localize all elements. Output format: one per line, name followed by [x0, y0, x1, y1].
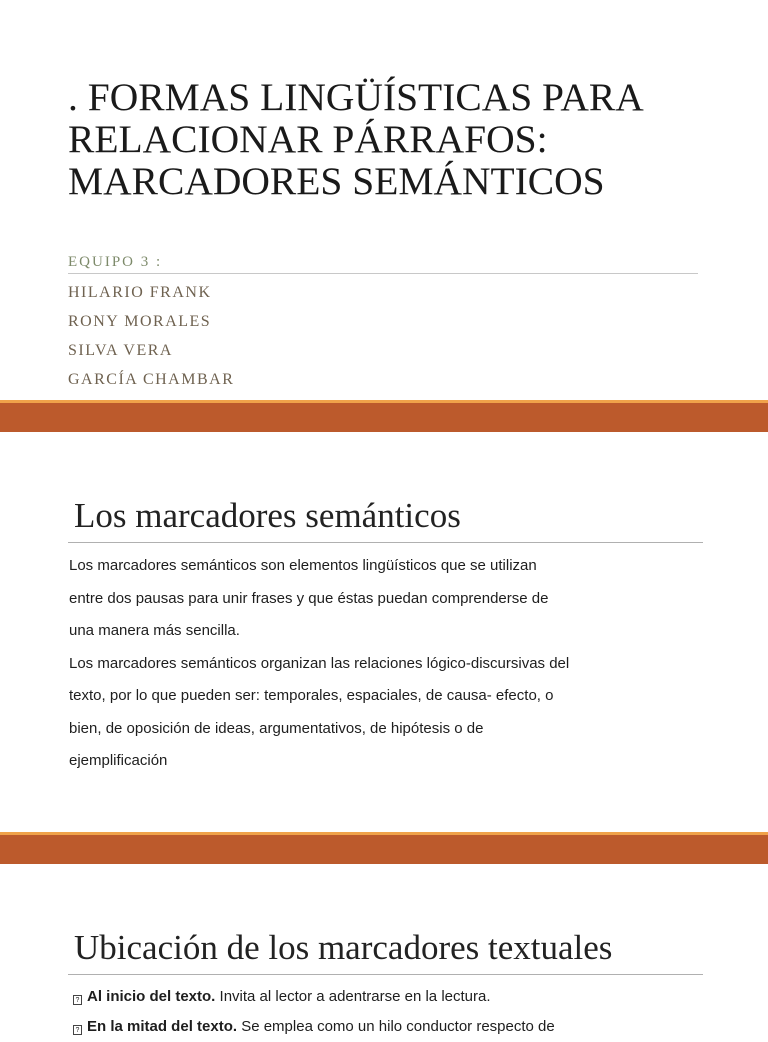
bullet-item: [73, 982, 713, 1012]
bullet-text: Se emplea como un hilo conductor respecto de: [237, 1018, 555, 1035]
title-line-1: . FORMAS LINGÜÍSTICAS PARA: [68, 75, 644, 119]
team-member: HILARIO FRANK: [68, 284, 212, 301]
body-line: una manera más sencilla.: [69, 622, 240, 639]
body-line: texto, por lo que pueden ser: temporales, espaciales, de causa- efecto, o: [69, 687, 554, 704]
heading-divider: [68, 542, 703, 543]
missing-glyph-icon: ?: [73, 995, 82, 1005]
slide-heading: Los marcadores semánticos: [74, 496, 461, 535]
body-line: ejemplificación: [69, 752, 168, 769]
body-line: Los marcadores semánticos organizan las relaciones lógico-discursivas del: [69, 654, 570, 672]
slide-title: [68, 76, 728, 202]
team-member: GARCÍA CHAMBAR: [68, 371, 235, 388]
heading-divider: [68, 974, 703, 975]
slide-separator-accent: [0, 400, 768, 403]
title-line-3: MARCADORES SEMÁNTICOS: [68, 159, 605, 203]
team-divider: [68, 273, 698, 274]
body-line: bien, de oposición de ideas, argumentativos, de hipótesis o de: [69, 719, 484, 737]
content-slide-marcadores: [0, 432, 768, 832]
team-member: SILVA VERA: [68, 342, 173, 359]
slide-body-text: [69, 550, 669, 778]
title-line-2: RELACIONAR PÁRRAFOS:: [68, 117, 548, 161]
slide-separator-accent: [0, 832, 768, 835]
missing-glyph-icon: ?: [73, 1025, 82, 1035]
bullet-list: [73, 982, 713, 1042]
title-slide: [0, 0, 768, 400]
slide-separator-band: [0, 832, 768, 864]
body-line: Los marcadores semánticos son elementos lingüísticos que se utilizan: [69, 557, 537, 574]
content-slide-ubicacion: [0, 864, 768, 1035]
slide-separator-band: [0, 400, 768, 432]
bullet-term: Al inicio del texto.: [87, 988, 216, 1005]
team-label: EQUIPO 3 :: [68, 254, 163, 270]
team-member: RONY MORALES: [68, 313, 212, 330]
bullet-text: Invita al lector a adentrarse en la lectura.: [215, 988, 491, 1005]
bullet-term: En la mitad del texto.: [87, 1018, 238, 1035]
slide-heading: Ubicación de los marcadores textuales: [74, 928, 613, 967]
body-line: entre dos pausas para unir frases y que éstas puedan comprenderse de: [69, 589, 549, 607]
team-members-list: [68, 282, 234, 398]
bullet-item: [73, 1012, 713, 1042]
